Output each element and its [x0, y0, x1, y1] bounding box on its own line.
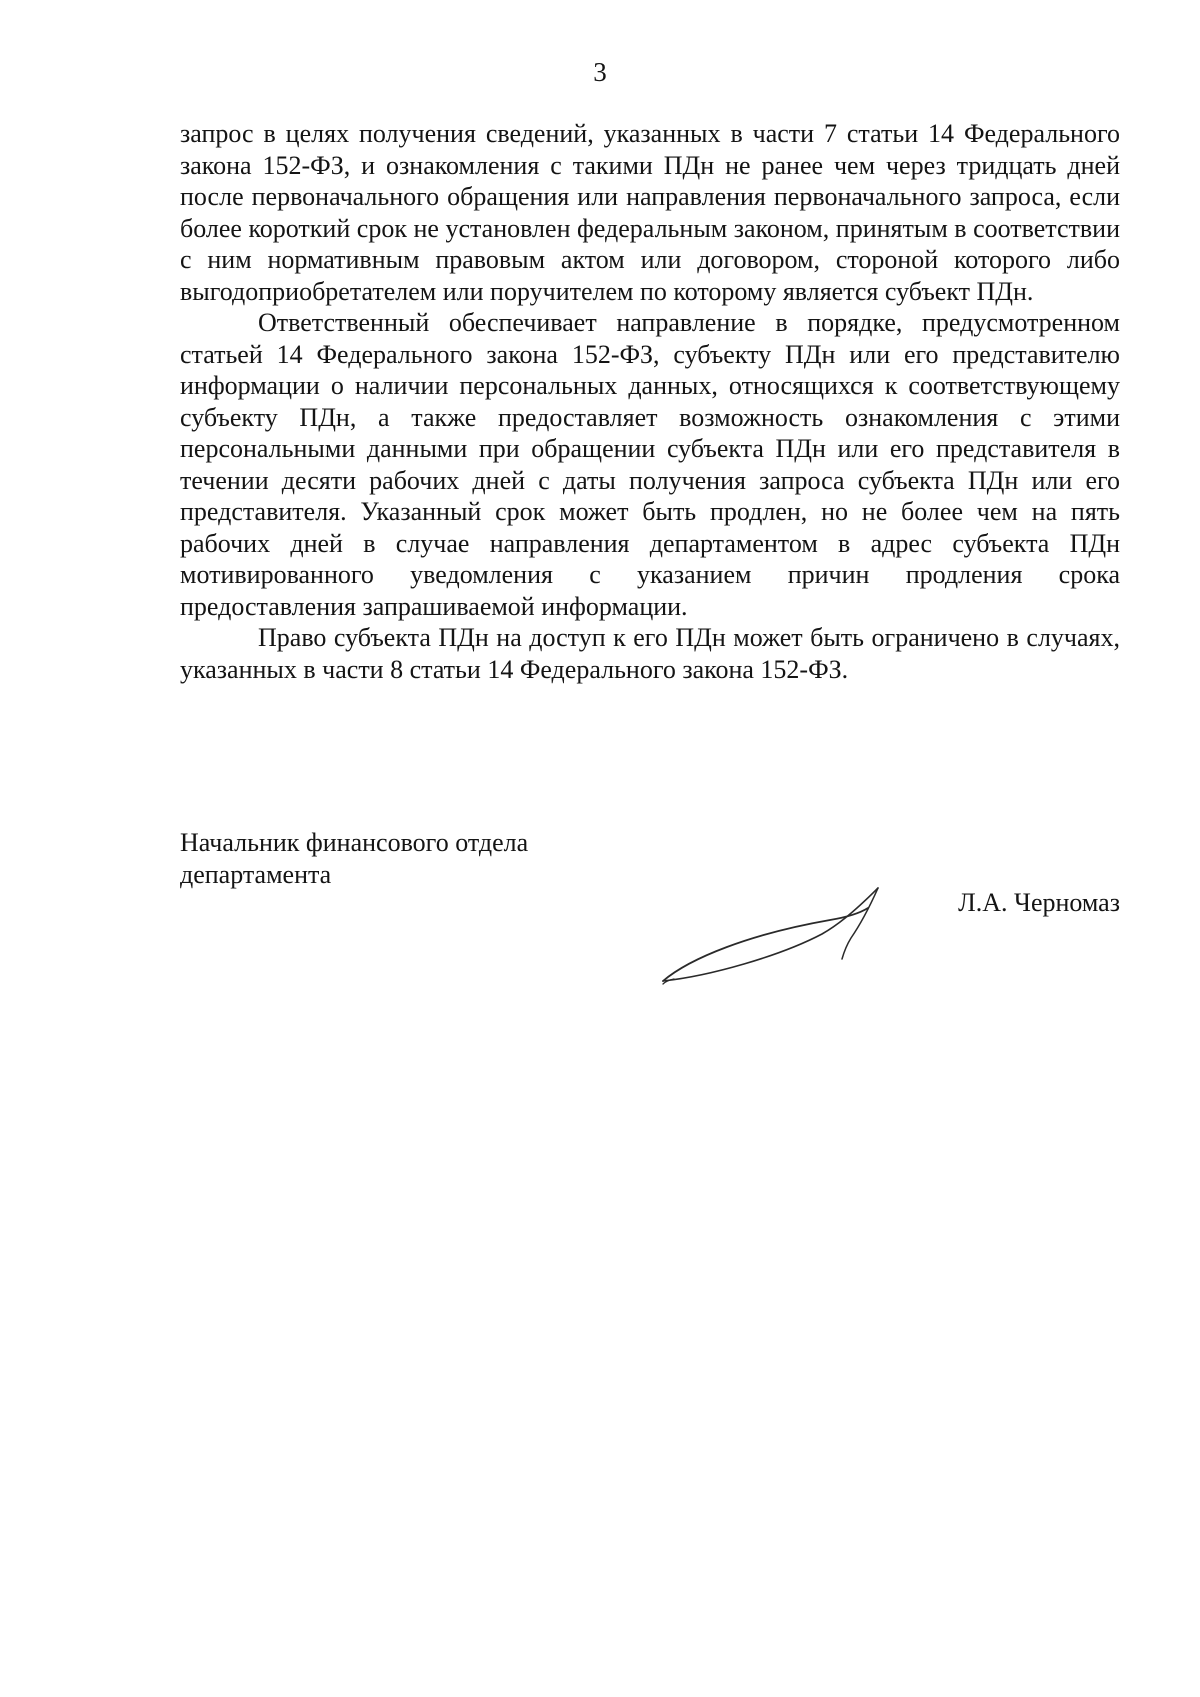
document-body [180, 118, 1120, 685]
paragraph-access-restriction: Право субъекта ПДн на доступ к его ПДн может быть ограничено в случаях, указанных в части 8 статьи 14 Федерального закона 152-ФЗ. [180, 623, 1120, 684]
signer-position [180, 827, 600, 890]
handwritten-signature [650, 882, 880, 992]
signer-position-line-2: департамента [180, 859, 332, 889]
paragraph-responsible-duties: Ответственный обеспечивает направление в порядке, предусмотренном статьей 14 Федерального закона 152-ФЗ, субъекту ПДн или его представителю информации о наличии персональных данных, относящихся к соответствующему субъекту ПДн, а также предоставляет возможность ознакомления с этими персональными данными при обращении субъекта ПДн или его представителя в течении десяти рабочих дней с даты получения запроса субъекта ПДн или его представителя. Указанный срок может быть продлен, но не более чем на пять рабочих дней в случае направления департаментом в адрес субъекта ПДн мотивированного уведомления с указанием причин продления срока предоставления запрашиваемой информации. [180, 308, 1120, 621]
signer-name: Л.А. Черномаз [958, 888, 1120, 917]
signer-position-line-1: Начальник финансового отдела [180, 828, 529, 857]
signature-block [180, 827, 1120, 987]
paragraph-continuation: запрос в целях получения сведений, указанных в части 7 статьи 14 Федерального закона 152-ФЗ, и ознакомления с такими ПДн не ранее чем через тридцать дней после первоначального обращения или направления первоначального запроса, если более короткий срок не установлен федеральным законом, принятым в соответствии с ним нормативным правовым актом или договором, стороной которого либо выгодоприобретателем или поручителем по которому является субъект ПДн. [180, 119, 1120, 306]
page-number: 3 [593, 57, 607, 87]
